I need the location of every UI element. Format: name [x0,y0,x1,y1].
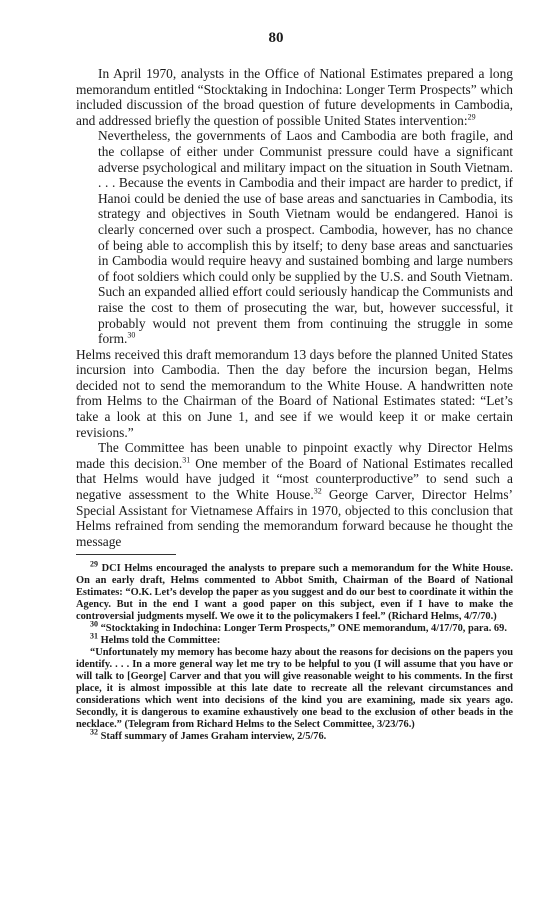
footnote-number: 30 [90,619,98,629]
paragraph-helms-received [76,347,513,441]
footnote-text: “Stocktaking in Indochina: Longer Term Prospects,” ONE memorandum, 4/17/70, para. 69. [98,623,507,635]
intro-paragraph [76,66,513,128]
footnote-text: Staff summary of James Graham interview, 2/5/76. [98,731,327,743]
footnote-31 [76,631,513,647]
footnote-number: 29 [90,559,98,569]
footnote-text: Helms told the Committee: [98,635,221,647]
footnote-30 [76,619,513,635]
footnote-number: 31 [90,631,98,641]
footnote-ref-29: 29 [467,112,476,122]
footnote-ref-30: 30 [127,330,136,340]
paragraph-committee [76,440,513,549]
footnote-ref-31: 31 [182,455,191,465]
main-text [76,66,513,743]
footnote-32 [76,727,513,743]
footnotes [76,559,513,743]
footnote-31-quote: “Unfortunately my memory has become hazy about the reasons for decisions on the papers you identify. . . . In a more general way let me try to be helpful to you (I will assume that you have or will talk to [George] Carver and that you will give reasonable weight to his comments. In the first place, it is almost impossible at this late date to recreate all the relevant circumstances and considerations which went into decisions of the kind you are examining, made six years ago. Secondly, it is dangerous to examine exhaustively one bead to the exclusion of other beads in the necklace.” (Telegram from Richard Helms to the Select Committee, 3/23/76.) [76,647,513,731]
block-quote [98,128,513,346]
footnote-text: DCI Helms encouraged the analysts to prepare such a memorandum for the White House. On an early draft, Helms commented to Abbot Smith, Chairman of the Board of National Estimates: “O.K. Let’s develop the paper as you suggest and do our best to coordinate it within the Agency. But in the end I want a good paper on this subject, even if I have to make the controversial judgments myself. We owe it to the policymakers I feel.” (Richard Helms, 4/7/70.) [76,563,513,623]
footnote-ref-32: 32 [313,486,322,496]
paragraph-text: George Carver, Director Helms’ Special Assistant for Vietnamese Affairs in 1970, objected to this conclusion that Helms refrained from sending the memorandum forward because he thought the message [76,487,513,549]
footnote-29 [76,559,513,623]
paragraph-text: One member of the Board of National Estimates recalled that Helms would have judged it “most counterproductive” to send such a negative assessment to the White House. [76,455,514,503]
footnote-number: 32 [90,727,98,737]
paragraph-text: The Committee has been unable to pinpoint exactly why Director Helms made this decision. [76,440,513,471]
footnote-divider [76,554,176,555]
page-number: 80 [268,30,284,46]
quote-text: Nevertheless, the governments of Laos and Cambodia are both fragile, and the collapse of either under Communist pressure could have a significant adverse psychological and military impact on the situation in South Vietnam. . . . Because the events in Cambodia and their impact are harder to predict, if Hanoi could be denied the use of base areas and sanctuaries in Cambodia, its strategy and objectives in South Vietnam would be endangered. Hanoi is clearly concerned over such a prospect. Cambodia, however, has no chance of being able to accomplish this by itself; to deny base areas and sanctuaries in Cambodia would require heavy and sustained bombing and large numbers of foot soldiers which could only be supplied by the U.S. and South Vietnam. Such an expanded allied effort could seriously handicap the Communists and raise the cost to them of prosecuting the war, but, however successful, it probably would not prevent them from continuing the struggle in some form. [98,128,513,347]
intro-text: In April 1970, analysts in the Office of National Estimates prepared a long memorandum entitled “Stocktaking in Indochina: Longer Term Prospects” which included discussion of the broad question of future developments in Cambodia, and addressed briefly the question of possible United States intervention: [76,66,513,128]
paragraph-text: Helms received this draft memorandum 13 days before the planned United States incursion into Cambodia. Then the day before the incursion began, Helms decided not to send the memorandum to the White House. A handwritten note from Helms to the Chairman of the Board of National Estimates stated: “Let’s take a look at this on June 1, and see if we would keep it or make certain revisions.” [76,346,513,440]
